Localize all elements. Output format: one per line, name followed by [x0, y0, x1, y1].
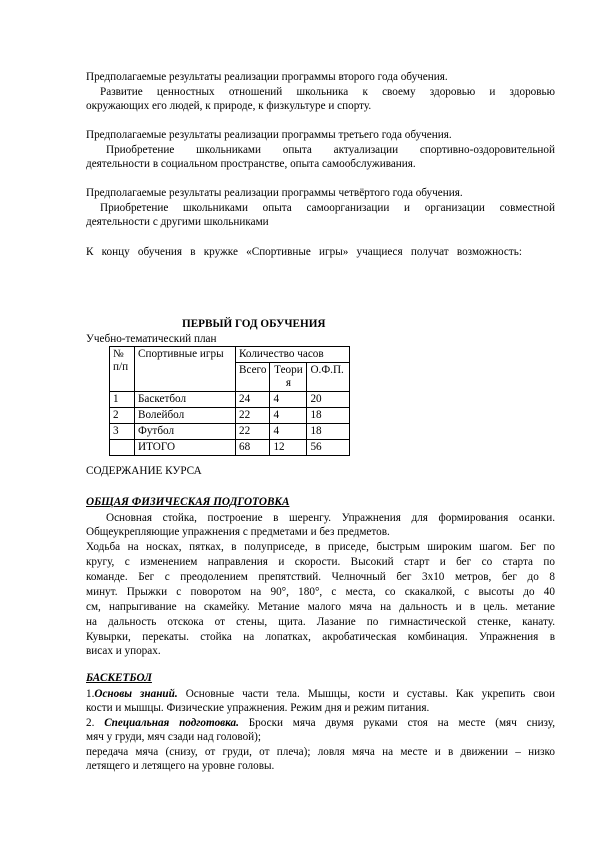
- basketball-line: летящего и летящего на уровне головы.: [86, 760, 275, 772]
- item1-text: Основные части тела. Мышцы, кости и суставы. Как укрепить свои: [177, 688, 555, 700]
- result-title-year2: Предполагаемые результаты реализации программы второго года обучения.: [86, 71, 448, 83]
- result-text-line: деятельности с другими школьниками: [86, 216, 269, 228]
- gpt-line: Кувырки, перекаты. стойка на лопатках, акробатическая комбинация. Упражнения в: [86, 631, 555, 643]
- plan-title: Учебно-тематический план: [86, 333, 217, 345]
- cell-ofp: 18: [307, 408, 350, 424]
- cell-total: 68: [236, 440, 270, 456]
- study-plan-table: [109, 346, 350, 456]
- result-text-line: окружающих его людей, к природе, к физкультуре и спорту.: [86, 100, 372, 112]
- cell-num: 1: [110, 392, 135, 408]
- cell-theory: 12: [270, 440, 307, 456]
- closing-line: К концу обучения в кружке «Спортивные игры» учащиеся получат возможность:: [86, 246, 522, 258]
- result-text-line: Приобретение школьниками опыта самоорганизации и организации совместной: [100, 202, 555, 214]
- header-hours: Количество часов: [236, 347, 350, 363]
- basketball-item2: 2. Специальная подготовка. Броски мяча двумя руками стоя на месте (мяч снизу,: [86, 717, 556, 729]
- cell-total: 22: [236, 424, 270, 440]
- gpt-line: Общеукрепляющие упражнения с предметами и без предметов.: [86, 526, 390, 538]
- cell-theory: 4: [270, 424, 307, 440]
- basketball-line: передача мяча (снизу, от груди, от плеча); ловля мяча на месте и в движении – низко: [86, 746, 555, 758]
- result-text-line: Развитие ценностных отношений школьника к своему здоровью и здоровью: [100, 86, 555, 98]
- table-row: [110, 392, 350, 408]
- cell-name: ИТОГО: [135, 440, 236, 456]
- cell-name: Баскетбол: [135, 392, 236, 408]
- table-row: [110, 408, 350, 424]
- gpt-line: см, напрыгивание на скамейку. Метание малого мяча на дальность и в цель. метание: [86, 601, 555, 613]
- gpt-line: команде. Бег с преодолением препятствий. Челночный бег 3х10 метров, бег до 8: [86, 571, 555, 583]
- basketball-line: мяч у груди, мяч сзади над головой);: [86, 731, 261, 743]
- gpt-line: на дальность отскока от стены, щита. Лазание по гимнастической стенке, канату.: [86, 616, 555, 628]
- gpt-line: Ходьба на носках, пятках, в полуприседе, в приседе, быстрым широким шагом. Бег по: [86, 541, 555, 553]
- cell-total: 24: [236, 392, 270, 408]
- table-row: [110, 424, 350, 440]
- gpt-line: минут. Прыжки с поворотом на 90°, 180°, с места, со скакалкой, с высоты до 40: [86, 586, 555, 598]
- result-title-year3: Предполагаемые результаты реализации программы третьего года обучения.: [86, 129, 452, 141]
- gpt-line: кругу, с изменением направления и скорости. Высокий старт и бег со старта по: [86, 556, 555, 568]
- gpt-line: Основная стойка, построение в шеренгу. Упражнения для формирования осанки.: [106, 512, 555, 524]
- cell-theory: 4: [270, 408, 307, 424]
- cell-num: 3: [110, 424, 135, 440]
- content-heading: СОДЕРЖАНИЕ КУРСА: [86, 465, 202, 477]
- cell-theory: 4: [270, 392, 307, 408]
- item1-label: Основы знаний.: [94, 688, 178, 700]
- header-theory: Теория: [270, 363, 307, 392]
- cell-num: 2: [110, 408, 135, 424]
- result-text-line: Приобретение школьниками опыта актуализации спортивно-оздоровительной: [106, 144, 555, 156]
- result-title-year4: Предполагаемые результаты реализации программы четвёртого года обучения.: [86, 187, 463, 199]
- item2-label: Специальная подготовка.: [104, 717, 239, 729]
- cell-num: [110, 440, 135, 456]
- cell-total: 22: [236, 408, 270, 424]
- header-num: № п/п: [110, 347, 135, 392]
- basketball-line: кости и мышцы. Физические упражнения. Режим дня и режим питания.: [86, 702, 430, 714]
- basketball-heading: БАСКЕТБОЛ: [86, 672, 152, 684]
- cell-ofp: 20: [307, 392, 350, 408]
- cell-name: Волейбол: [135, 408, 236, 424]
- basketball-item1: 1.Основы знаний. Основные части тела. Мышцы, кости и суставы. Как укрепить свои: [86, 688, 555, 700]
- item2-text: Броски мяча двумя руками стоя на месте (мяч снизу,: [238, 717, 556, 729]
- gpt-line: висах и упорах.: [86, 645, 161, 657]
- header-games: Спортивные игры: [135, 347, 236, 392]
- gpt-heading: ОБЩАЯ ФИЗИЧЕСКАЯ ПОДГОТОВКА: [86, 496, 290, 508]
- cell-ofp: 56: [307, 440, 350, 456]
- first-year-heading: ПЕРВЫЙ ГОД ОБУЧЕНИЯ: [182, 318, 326, 330]
- header-total: Всего: [236, 363, 270, 392]
- cell-ofp: 18: [307, 424, 350, 440]
- header-ofp: О.Ф.П.: [307, 363, 350, 392]
- table-row-total: [110, 440, 350, 456]
- result-text-line: деятельности в социальном пространстве, опыта самообслуживания.: [86, 158, 416, 170]
- cell-name: Футбол: [135, 424, 236, 440]
